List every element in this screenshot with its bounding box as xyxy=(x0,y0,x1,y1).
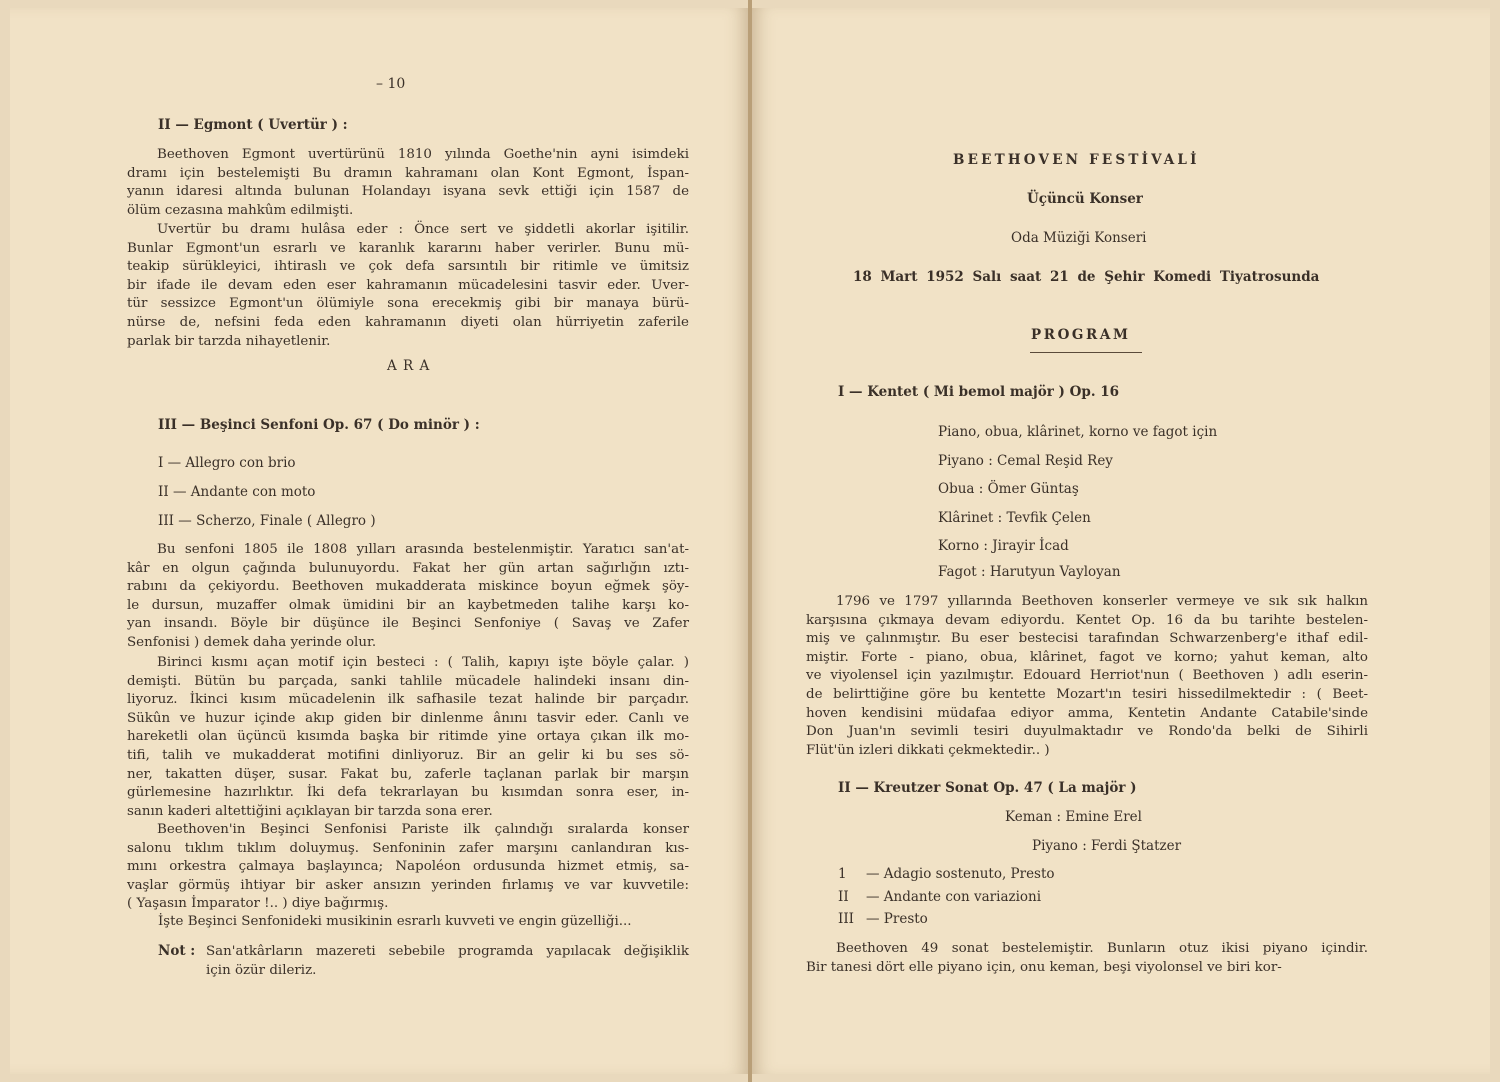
closing-paragraph xyxy=(806,940,1368,977)
performer-row xyxy=(938,453,1113,469)
performer-row xyxy=(1005,809,1142,825)
performer-row xyxy=(938,538,1069,554)
text-line: gürlemesine hazırlıktır. İki defa tekrarlayan bu kısımdan sonra eser, in- xyxy=(127,785,689,801)
intermission-label: A R A xyxy=(387,358,431,374)
text-line: nürse de, nefsini feda eden kahramanın diyeti olan hürriyetin zaferile xyxy=(127,314,689,330)
performer-name: Emine Erel xyxy=(1065,809,1142,825)
fifth-paragraph-2 xyxy=(127,654,689,821)
text-line: hareketli olan üçüncü kısımda başka bir ritimde yine ortaya çıkan ilk mo- xyxy=(127,729,689,745)
performer-name: Ferdi Ştatzer xyxy=(1091,838,1182,854)
text-line: salonu tıklım tıklım doluymuş. Senfoninin zafer marşını canlandıran kıs- xyxy=(127,840,689,856)
fifth-symphony-heading: III — Beşinci Senfoni Op. 67 ( Do minör ) : xyxy=(158,417,480,433)
fifth-paragraph-1 xyxy=(127,541,689,653)
text-line: de belirttiğine göre bu kentette Mozart'ın tesiri hissedilmektedir : ( Beet- xyxy=(806,686,1368,702)
septet-heading: I — Kentet ( Mi bemol majör ) Op. 16 xyxy=(838,384,1120,400)
text-line: parlak bir tarzda nihayetlenir. xyxy=(127,333,331,349)
text-line: liyoruz. İkinci kısım mücadelenin ilk safhasile tezat halinde bir parçadır. xyxy=(127,692,689,708)
text-line: teakip sürükleyici, ihtiraslı ve çok defa sarsıntılı bir ritimle ve ümitsiz xyxy=(127,259,689,275)
performer-role: Obua : xyxy=(938,481,984,497)
program-underline xyxy=(1030,352,1142,353)
fifth-paragraph-3 xyxy=(127,821,689,914)
text-line: Senfonisi ) demek daha yerinde olur. xyxy=(127,634,377,650)
text-line: ( Yaşasın İmparator !.. ) diye bağırmış. xyxy=(127,896,389,912)
movement-item: II — Andante con moto xyxy=(158,484,316,500)
performer-role: Piyano : xyxy=(1032,838,1087,854)
concert-type: Oda Müziği Konseri xyxy=(1011,230,1147,246)
septet-instruments: Piano, obua, klârinet, korno ve fagot için xyxy=(938,424,1218,440)
movement-item: II — Andante con variazioni xyxy=(838,889,1042,905)
egmont-paragraph-2 xyxy=(127,221,689,351)
text-line: San'atkârların mazereti sebebile programda yapılacak değişiklik xyxy=(206,944,689,959)
text-line: mını orkestra çalmaya başlayınca; Napoléon ordusunda hizmet etmiş, sa- xyxy=(127,859,689,875)
performer-row xyxy=(1032,838,1181,854)
text-line: demişti. Bütün bu parçada, sanki tahlile mücadele halindeki insanı din- xyxy=(127,673,689,689)
performer-role: Piyano : xyxy=(938,453,993,469)
text-line: yan insandı. Böyle bir düşünce ile Beşinci Senfoniye ( Savaş ve Zafer xyxy=(127,616,689,632)
text-line: için özür dileriz. xyxy=(206,962,317,978)
performer-role: Keman : xyxy=(1005,809,1062,825)
performer-role: Fagot : xyxy=(938,564,986,580)
text-line: Beethoven 49 sonat bestelemiştir. Bunların otuz ikisi piyano içindir. xyxy=(836,941,1368,956)
text-line: dramı için bestelemişti Bu dramın kahramanı olan Kont Egmont, İspan- xyxy=(127,165,689,181)
performer-name: Tevfik Çelen xyxy=(1006,510,1091,526)
page-number: – 10 xyxy=(376,76,406,92)
egmont-paragraph-1 xyxy=(127,146,689,220)
text-line: Flüt'ün izleri dikkati çekmektedir.. ) xyxy=(806,742,1050,758)
concert-number: Üçüncü Konser xyxy=(1027,191,1143,207)
text-line: Sükûn ve huzur içinde akıp giden bir dinlenme ânını tasvir eder. Canlı ve xyxy=(127,710,689,726)
note-label: Not : xyxy=(158,943,196,959)
movement-item: I — Allegro con brio xyxy=(158,455,296,471)
performer-row xyxy=(938,510,1091,526)
text-line: 1796 ve 1797 yıllarında Beethoven konserler vermeye ve sık sık halkın xyxy=(836,594,1368,609)
text-line: yanın idaresi altında bulunan Holandayı isyana sevk ettiği için 1587 de xyxy=(127,184,689,200)
performer-name: Cemal Reşid Rey xyxy=(997,453,1113,469)
text-line: Bir tanesi dört elle piyano için, onu keman, beşi viyolonsel ve biri kor- xyxy=(806,959,1282,975)
performer-role: Klârinet : xyxy=(938,510,1003,526)
text-line: Birinci kısmı açan motif için besteci : ( Talih, kapıyı işte böyle çalar. ) xyxy=(157,655,689,670)
festival-title: BEETHOVEN FESTİVALİ xyxy=(953,152,1200,168)
performer-row xyxy=(938,564,1121,580)
movement-item: III — Scherzo, Finale ( Allegro ) xyxy=(158,513,376,529)
egmont-heading: II — Egmont ( Uvertür ) : xyxy=(158,117,348,133)
text-line: miştir. Forte - piano, obua, klârinet, fagot ve korno; yahut keman, alto xyxy=(806,649,1368,665)
performer-name: Harutyun Vayloyan xyxy=(989,564,1121,580)
text-line: tür sessizce Egmont'un ölümiyle sona erecekmiş gibi bir manaya bürü- xyxy=(127,296,689,312)
fifth-paragraph-4: İşte Beşinci Senfonideki musikinin esrarlı kuvveti ve engin güzelliği... xyxy=(158,914,632,929)
text-line: Uvertür bu dramı hulâsa eder : Önce sert ve şiddetli akorlar işitilir. xyxy=(157,222,689,237)
text-line: Beethoven Egmont uvertürünü 1810 yılında Goethe'nin ayni isimdeki xyxy=(157,147,689,162)
performer-name: Jirayir İcad xyxy=(992,538,1069,554)
movement-item: 1 — Adagio sostenuto, Presto xyxy=(838,866,1055,882)
note-text xyxy=(206,943,689,980)
movement-item: III — Presto xyxy=(838,911,928,927)
kreutzer-heading: II — Kreutzer Sonat Op. 47 ( La majör ) xyxy=(838,780,1137,796)
text-line: le dursun, muzaffer olmak ümidini bir an kaybetmeden talihe karşı ko- xyxy=(127,597,689,613)
program-heading: PROGRAM xyxy=(1031,327,1131,343)
text-line: miş ve çalınmıştır. Bu eser bestecisi tarafından Schwarzenberg'e ithaf edil- xyxy=(806,631,1368,647)
text-line: karşısına çıkmaya devam ediyordu. Kentet Op. 16 da bu tarihte bestelen- xyxy=(806,612,1368,628)
text-line: Don Juan'ın sevimli tesiri duyulmaktadır ve Rondo'da belki de Sihirli xyxy=(806,724,1368,740)
text-line: ner, takatten düşer, susar. Fakat bu, zaferle taçlanan parlak bir marşın xyxy=(127,766,689,782)
text-line: Bu senfoni 1805 ile 1808 yılları arasında bestelenmiştir. Yaratıcı san'at- xyxy=(157,542,689,557)
text-line: vaşlar görmüş ihtiyar bir asker ansızın yerinden fırlamış ve var kuvvetile: xyxy=(127,877,689,893)
text-line: tifi, talih ve mukadderat motifini dinliyoruz. Bir an gelir ki bu ses sö- xyxy=(127,747,689,763)
text-line: Beethoven'in Beşinci Senfonisi Pariste ilk çalındığı sıralarda konser xyxy=(157,822,689,837)
text-line: sanın kaderi altettiğini açıklayan bir tarzda sona erer. xyxy=(127,803,493,819)
performer-name: Ömer Güntaş xyxy=(987,481,1079,497)
performer-role: Korno : xyxy=(938,538,988,554)
text-line: Bunlar Egmont'un esrarlı ve karanlık kararını haber verirler. Bunu mü- xyxy=(127,240,689,256)
performer-row xyxy=(938,481,1079,497)
text-line: rabını da çekiyordu. Beethoven mukadderata miskince boyun eğmek şöy- xyxy=(127,579,689,595)
text-line: hoven kendisini müdafaa ediyor amma, Kentetin Andante Catabile'sinde xyxy=(806,705,1368,721)
text-line: kâr en olgun çağında bulunuyordu. Fakat her gün artan sağırlığın ıztı- xyxy=(127,560,689,576)
septet-paragraph xyxy=(806,593,1368,760)
text-line: ölüm cezasına mahkûm edilmişti. xyxy=(127,202,354,218)
text-line: ve viyolensel için yazılmıştır. Edouard Herriot'nun ( Beethoven ) adlı eserin- xyxy=(806,668,1368,684)
concert-date-venue: 18 Mart 1952 Salı saat 21 de Şehir Komedi Tiyatrosunda xyxy=(853,269,1320,285)
text-line: bir ifade ile devam eden eser kahramanın mücadelesini tasvir eder. Uver- xyxy=(127,277,689,293)
binding-gutter xyxy=(748,0,752,1082)
